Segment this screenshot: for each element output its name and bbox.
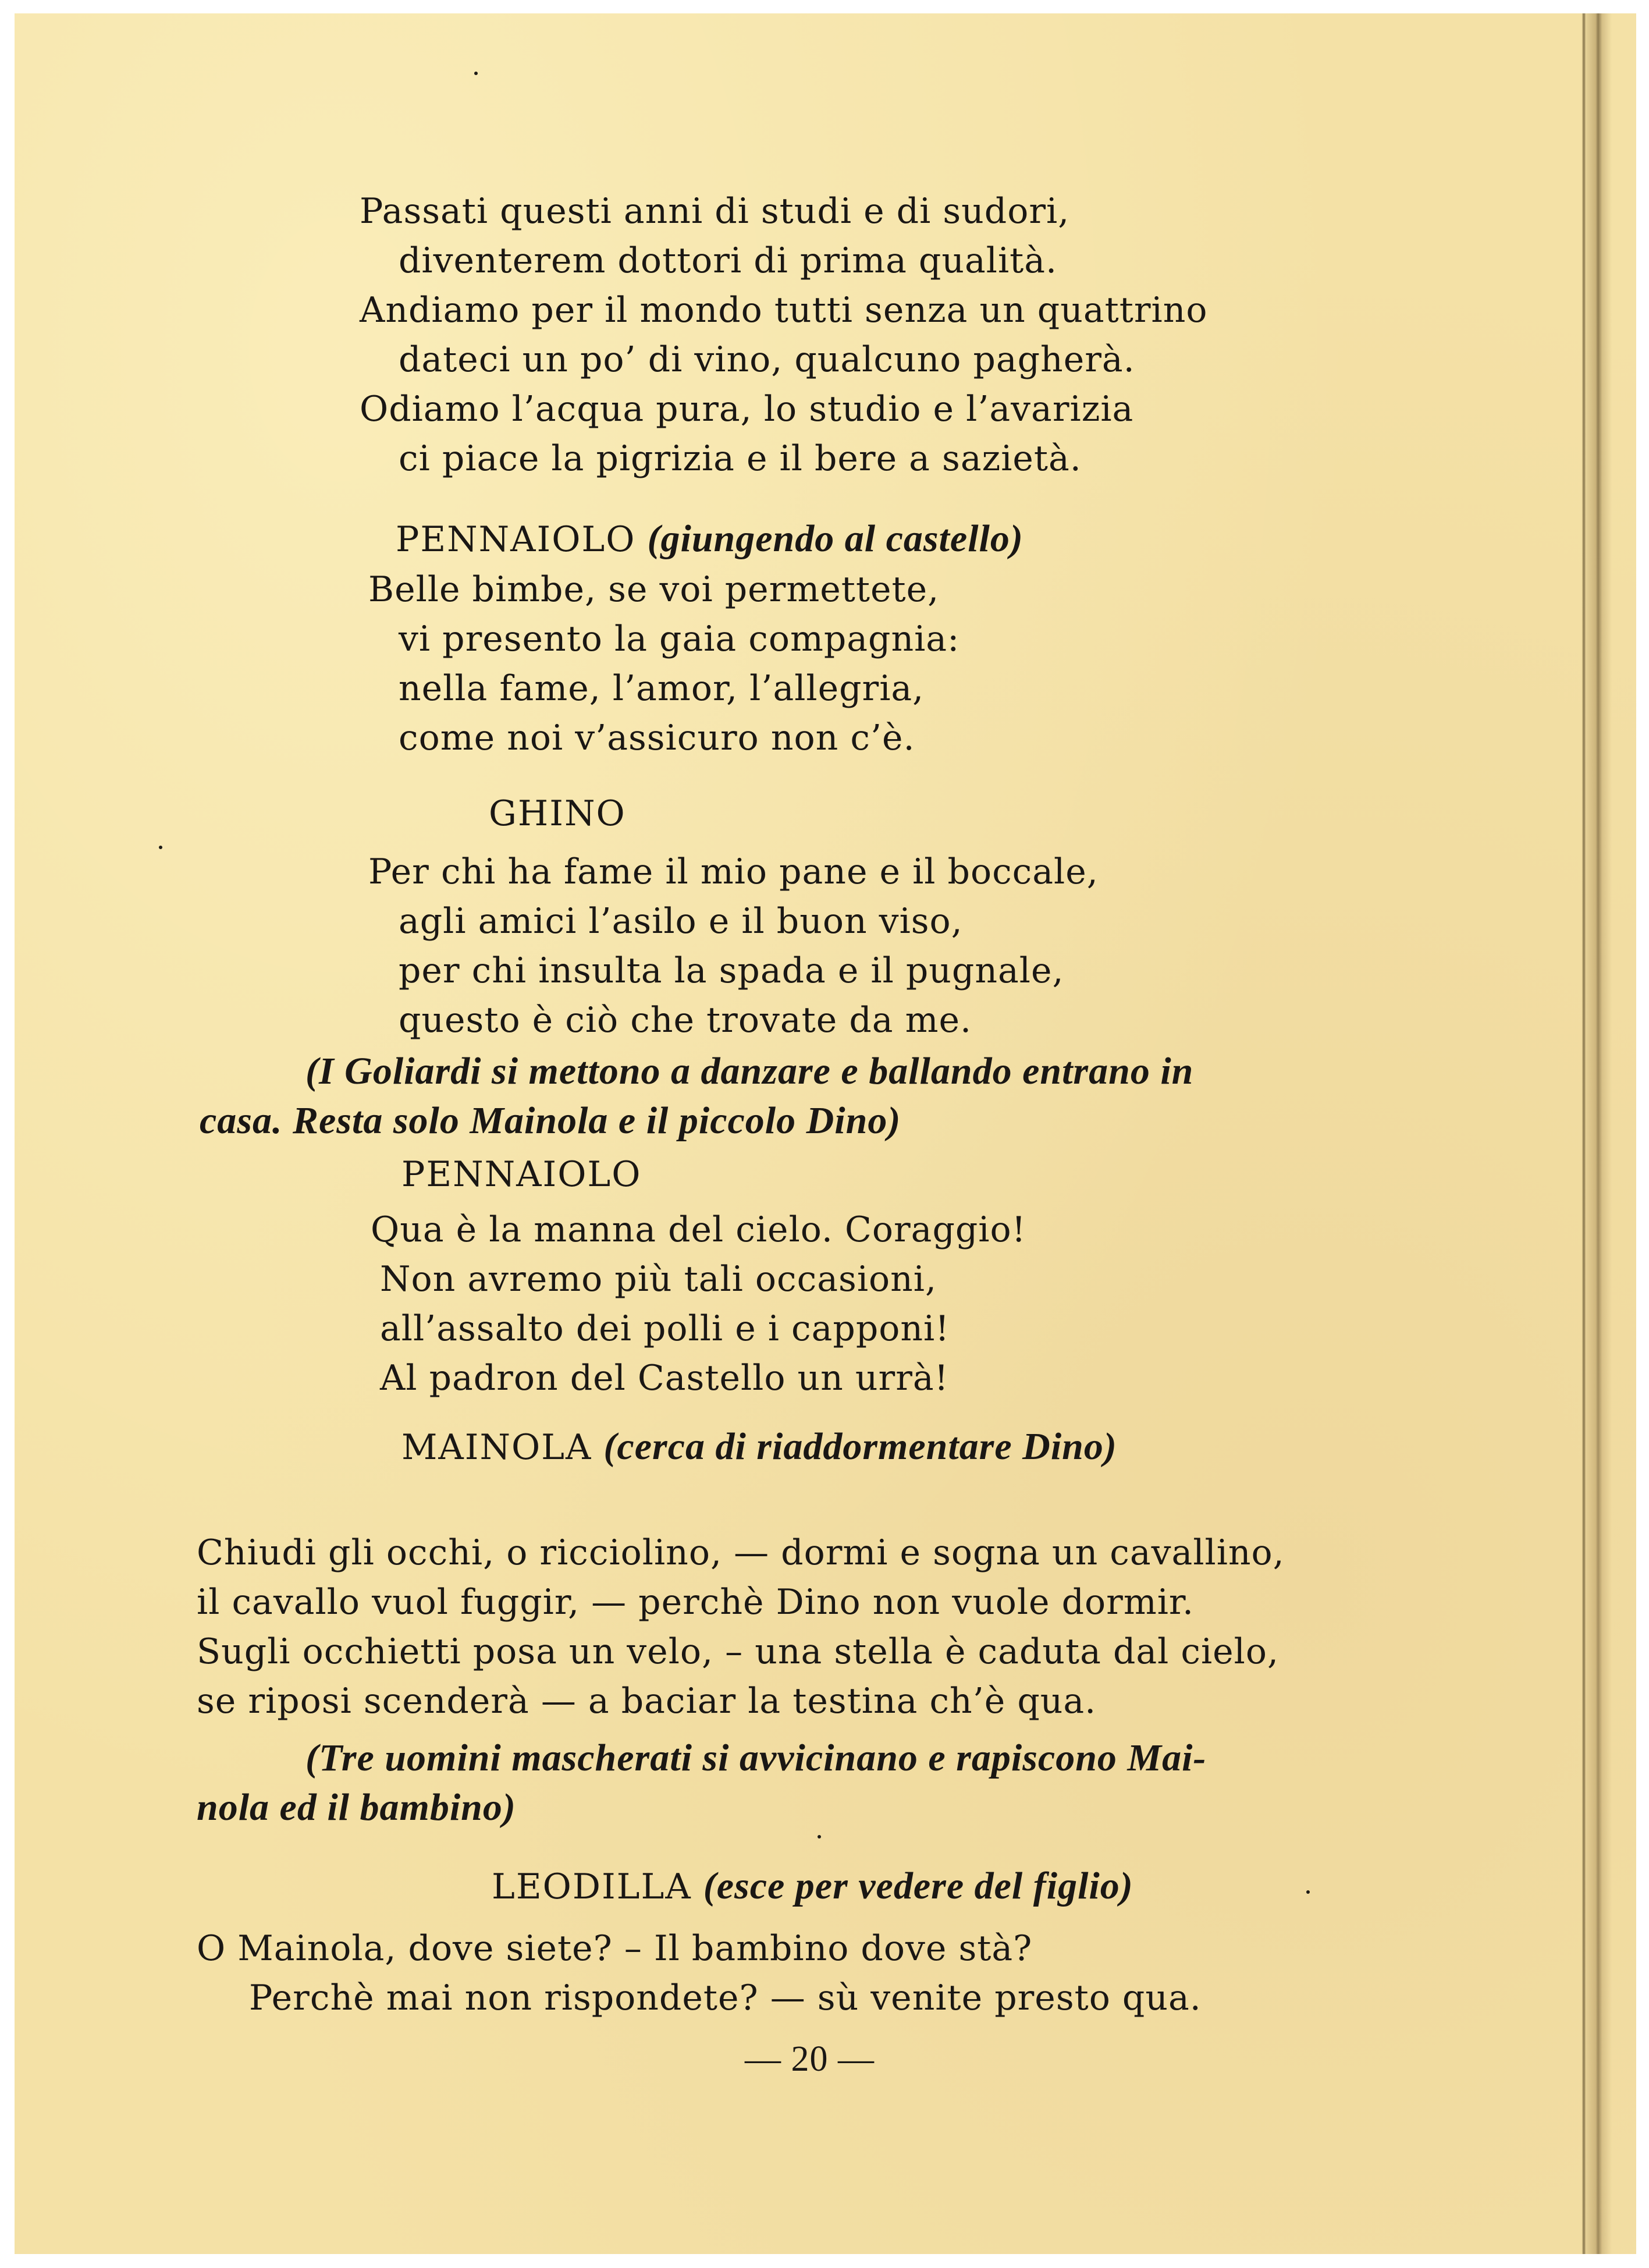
speaker-heading — [396, 517, 1023, 561]
verse-line: Belle bimbe, se voi permettete, — [368, 569, 940, 610]
speaker-name: PENNAIOLO — [396, 519, 636, 560]
speaker-heading — [401, 1425, 1117, 1469]
verse-line: ci piace la pigrizia e il bere a sazietà. — [399, 438, 1082, 479]
verse-line: O Mainola, dove siete? – Il bambino dove stà? — [197, 1928, 1033, 1969]
verse-line: se riposi scenderà — a baciar la testina ch’è qua. — [197, 1681, 1097, 1722]
stage-direction: (I Goliardi si mettono a danzare e ballando entrano in — [305, 1050, 1194, 1092]
paper-speck — [474, 72, 478, 75]
verse-line: all’assalto dei polli e i capponi! — [380, 1308, 950, 1349]
verse-line: per chi insulta la spada e il pugnale, — [399, 950, 1064, 991]
verse-line: nella fame, l’amor, l’allegria, — [399, 668, 925, 709]
verse-line: Non avremo più tali occasioni, — [380, 1259, 937, 1300]
speaker-heading — [492, 1864, 1133, 1908]
speaker-name: PENNAIOLO — [401, 1154, 642, 1195]
stage-direction: (giungendo al castello) — [647, 517, 1023, 560]
verse-line: Chiudi gli occhi, o ricciolino, — dormi e sogna un cavallino, — [197, 1532, 1285, 1573]
verse-line: dateci un po’ di vino, qualcuno pagherà. — [399, 339, 1135, 380]
speaker-name: GHINO — [489, 793, 626, 834]
scanned-page — [15, 13, 1636, 2254]
libretto-text — [15, 13, 1636, 2254]
verse-line: Andiamo per il mondo tutti senza un quattrino — [360, 290, 1208, 331]
verse-line: agli amici l’asilo e il buon viso, — [399, 901, 963, 942]
verse-line: Qua è la manna del cielo. Coraggio! — [371, 1209, 1026, 1250]
verse-line: il cavallo vuol fuggir, — perchè Dino non vuole dormir. — [197, 1582, 1195, 1623]
verse-line: Al padron del Castello un urrà! — [380, 1358, 949, 1399]
paper-speck — [818, 1835, 821, 1838]
paper-speck — [1306, 1890, 1310, 1894]
stage-direction: nola ed il bambino) — [197, 1786, 516, 1829]
verse-line: Sugli occhietti posa un velo, – una stella è caduta dal cielo, — [197, 1631, 1280, 1672]
verse-line: diventerem dottori di prima qualità. — [399, 240, 1058, 281]
verse-line: Passati questi anni di studi e di sudori, — [360, 191, 1070, 232]
verse-line: come noi v’assicuro non c’è. — [399, 718, 915, 758]
stage-direction: (cerca di riaddormentare Dino) — [603, 1425, 1117, 1468]
page-number: — 20 — — [745, 2039, 875, 2079]
speaker-name: MAINOLA — [401, 1427, 592, 1468]
paper-speck — [159, 846, 162, 849]
stage-direction: (esce per vedere del figlio) — [703, 1865, 1133, 1907]
verse-line: vi presento la gaia compagnia: — [399, 619, 960, 659]
verse-line: questo è ciò che trovate da me. — [399, 1000, 972, 1041]
stage-direction: (Tre uomini mascherati si avvicinano e rapiscono Mai- — [305, 1737, 1207, 1779]
verse-line: Odiamo l’acqua pura, lo studio e l’avarizia — [360, 389, 1134, 430]
speaker-name: LEODILLA — [492, 1866, 692, 1907]
stage-direction: casa. Resta solo Mainola e il piccolo Dino) — [200, 1099, 901, 1142]
verse-line: Perchè mai non rispondete? — sù venite presto qua. — [249, 1978, 1202, 2018]
verse-line: Per chi ha fame il mio pane e il boccale, — [368, 851, 1099, 892]
